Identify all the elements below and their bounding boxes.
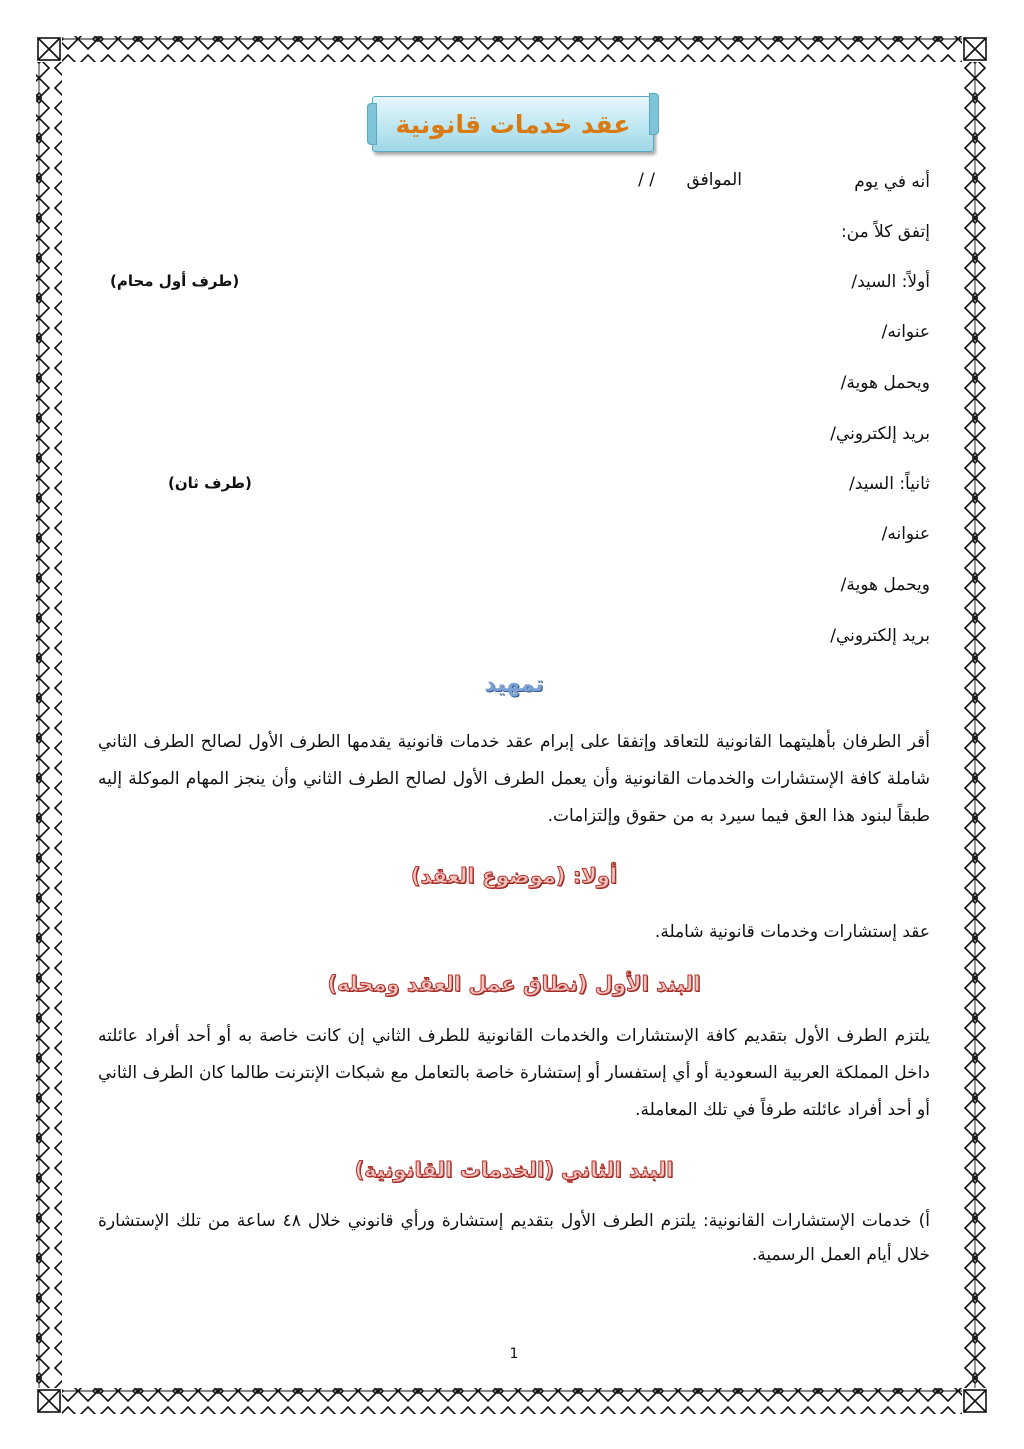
- date-slashes: / /: [638, 170, 655, 190]
- party-two-address: عنوانه/: [881, 524, 930, 544]
- agreed-label: إتفق كلاً من:: [840, 222, 930, 242]
- party-one-tag: (طرف أول محام): [110, 272, 240, 290]
- page-number: 1: [509, 1346, 519, 1362]
- clause-one-heading: البند الأول (نطاق عمل العقد ومحله): [327, 972, 701, 996]
- clause-two-text: أ) خدمات الإستشارات القانونية: يلتزم الطرف الأول بتقديم إستشارة ورأي قانوني خلال ٤٨ ساعة من تلك الإستشارة خلال أيام العمل الرسمية.: [98, 1211, 930, 1265]
- contract-page: [98, 92, 930, 1382]
- party-two-email: بريد إلكتروني/: [830, 626, 930, 646]
- section-one-heading: أولا: (موضوع العقد): [410, 864, 618, 888]
- party-two-tag: (طرف ثان): [168, 474, 252, 492]
- preamble-text: أقر الطرفان بأهليتهما القانونية للتعاقد وإتفقا على إبرام عقد خدمات قانونية يقدمها الطرف الأول لصالح الطرف الثاني شاملة كافة الإستشارات والخدمات القانونية وأن يعمل الطرف الأول لصالح الطرف الثاني وأن ينجز المهام الموكلة إليه طبقاً لبنود هذا العق فيما سيرد به من حقوق وإلتزامات.: [98, 732, 930, 826]
- party-one-address: عنوانه/: [881, 322, 930, 342]
- party-one-id: ويحمل هوية/: [840, 373, 930, 393]
- date-corresponding-label: الموافق: [686, 170, 742, 190]
- party-two-heading: ثانياً: السيد/: [849, 474, 930, 494]
- clause-two-heading: البند الثاني (الخدمات القانونية): [354, 1158, 674, 1182]
- document-title: عقد خدمات قانونية: [395, 109, 631, 139]
- section-one-text: عقد إستشارات وخدمات قانونية شاملة.: [654, 922, 930, 942]
- title-banner: [372, 96, 654, 152]
- party-two-id: ويحمل هوية/: [840, 575, 930, 595]
- date-day-label: أنه في يوم: [854, 172, 930, 192]
- preamble-heading: تمهيد: [484, 672, 544, 697]
- clause-one-text: يلتزم الطرف الأول بتقديم كافة الإستشارات والخدمات القانونية للطرف الثاني إن كانت خاصة به أو أحد أفراد عائلته داخل المملكة العربية السعودية أو أي إستفسار أو إستشارة خاصة بالتعامل مع شبكات الإنترنت طالما كان الطرف الثاني أو أحد أفراد عائلته طرفاً في تلك المعاملة.: [98, 1026, 930, 1120]
- party-one-email: بريد إلكتروني/: [830, 424, 930, 444]
- party-one-heading: أولاً: السيد/: [851, 272, 930, 292]
